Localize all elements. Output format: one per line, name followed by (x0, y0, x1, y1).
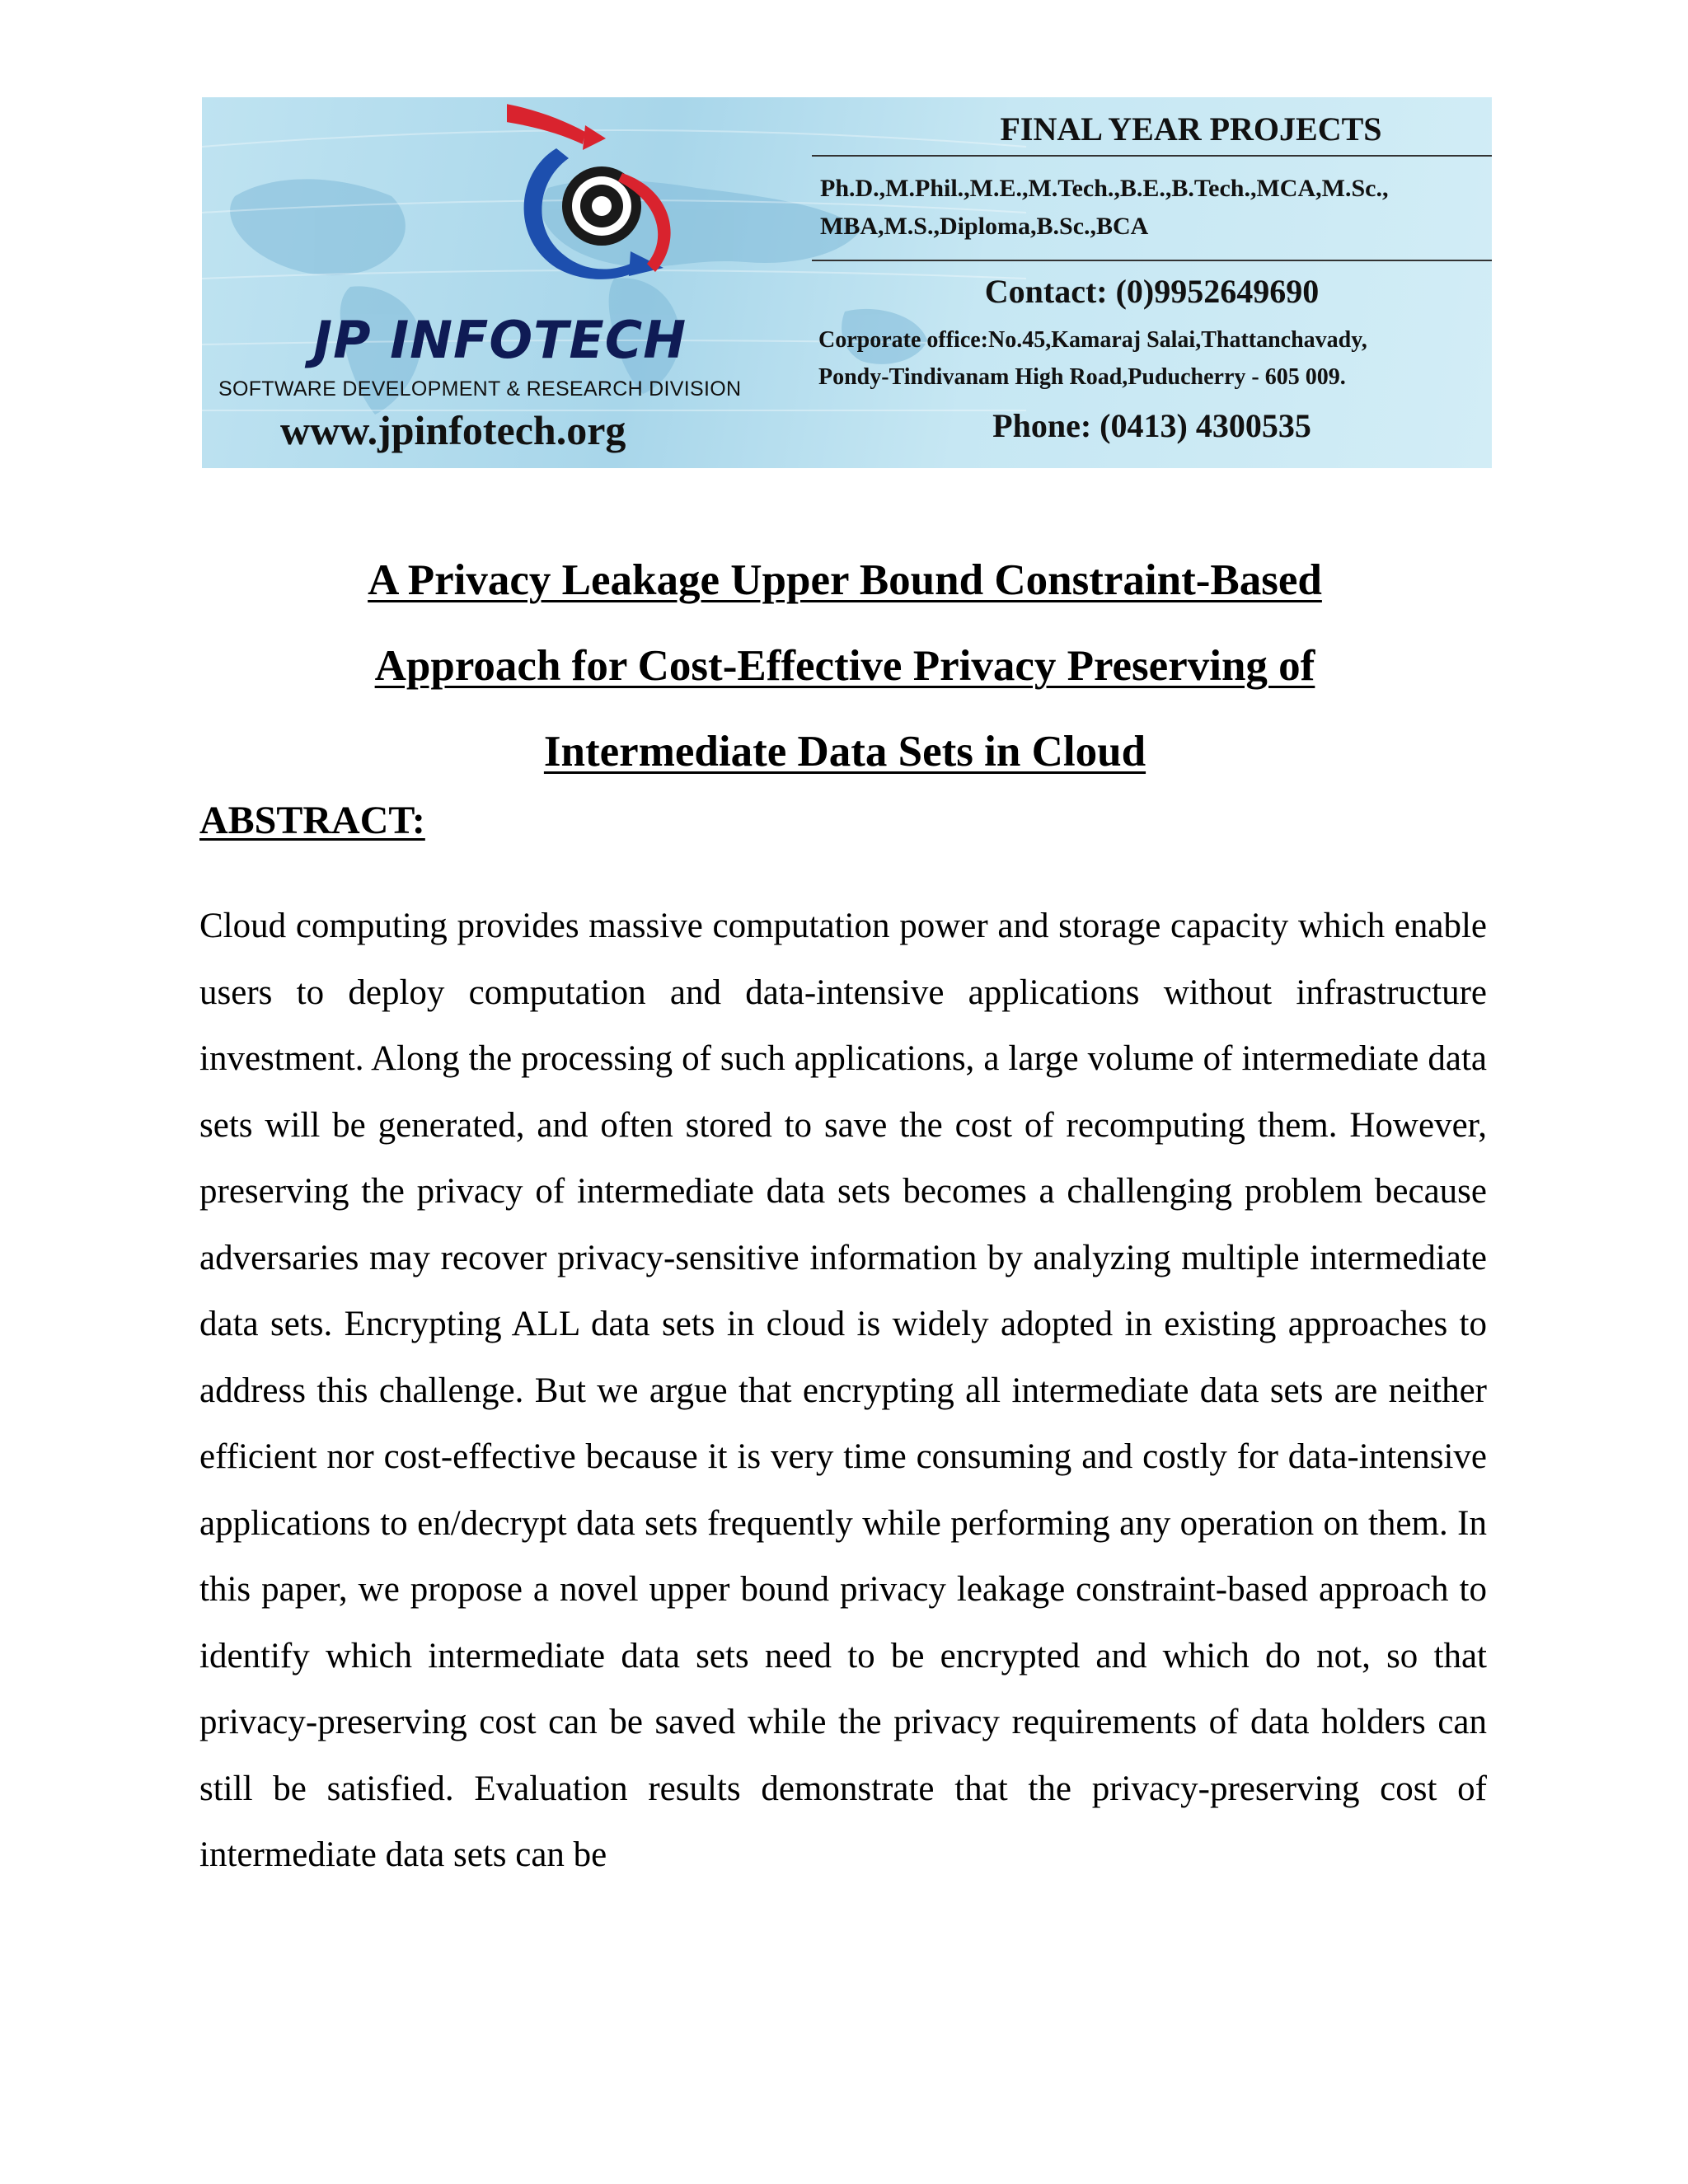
header-banner (202, 97, 1492, 468)
company-name: JP INFOTECH (313, 310, 687, 370)
company-division: SOFTWARE DEVELOPMENT & RESEARCH DIVISION (218, 377, 742, 401)
degree-list-line: Ph.D.,M.Phil.,M.E.,M.Tech.,B.E.,B.Tech.,MCA,M.Sc., (820, 175, 1389, 202)
banner-heading: FINAL YEAR PROJECTS (1000, 110, 1382, 148)
paper-title (202, 537, 1488, 794)
phone-number: Phone: (0413) 4300535 (992, 407, 1311, 444)
paper-title-line: Approach for Cost-Effective Privacy Preserving of (374, 642, 1315, 690)
office-address (818, 321, 1490, 396)
office-address-line: Corporate office:No.45,Kamaraj Salai,Thattanchavady, (818, 327, 1367, 353)
abstract-heading: ABSTRACT: (199, 799, 425, 842)
jp-infotech-logo-icon (507, 99, 738, 305)
paper-title-line: A Privacy Leakage Upper Bound Constraint-Based (368, 556, 1322, 604)
degree-list-line: MBA,M.S.,Diploma,B.Sc.,BCA (820, 213, 1149, 240)
abstract-paragraph: Cloud computing provides massive computation power and storage capacity which enable users to deploy computation and data-intensive applications without infrastructure investment. Along the processing of such applications, a large volume of intermediate data sets will be generated, and often stored to save the cost of recomputing them. However, preserving the privacy of intermediate data sets becomes a challenging problem because adversaries may recover privacy-sensitive information by analyzing multiple intermediate data sets. Encrypting ALL data sets in cloud is widely adopted in existing approaches to address this challenge. But we argue that encrypting all intermediate data sets are neither efficient nor cost-effective because it is very time consuming and costly for data-intensive applications to en/decrypt data sets frequently while performing any operation on them. In this paper, we propose a novel upper bound privacy leakage constraint-based approach to identify which intermediate data sets need to be encrypted and which do not, so that privacy-preserving cost can be saved while the privacy requirements of data holders can still be satisfied. Evaluation results demonstrate that the privacy-preserving cost of intermediate data sets can be (199, 907, 1487, 1874)
degree-list (820, 170, 1488, 246)
banner-divider (812, 260, 1492, 261)
contact-number: Contact: (0)9952649690 (984, 273, 1320, 310)
company-website: www.jpinfotech.org (280, 407, 626, 453)
paper-title-line: Intermediate Data Sets in Cloud (543, 728, 1146, 776)
banner-divider (812, 155, 1492, 157)
office-address-line: Pondy-Tindivanam High Road,Puducherry - 605 009. (818, 364, 1346, 390)
